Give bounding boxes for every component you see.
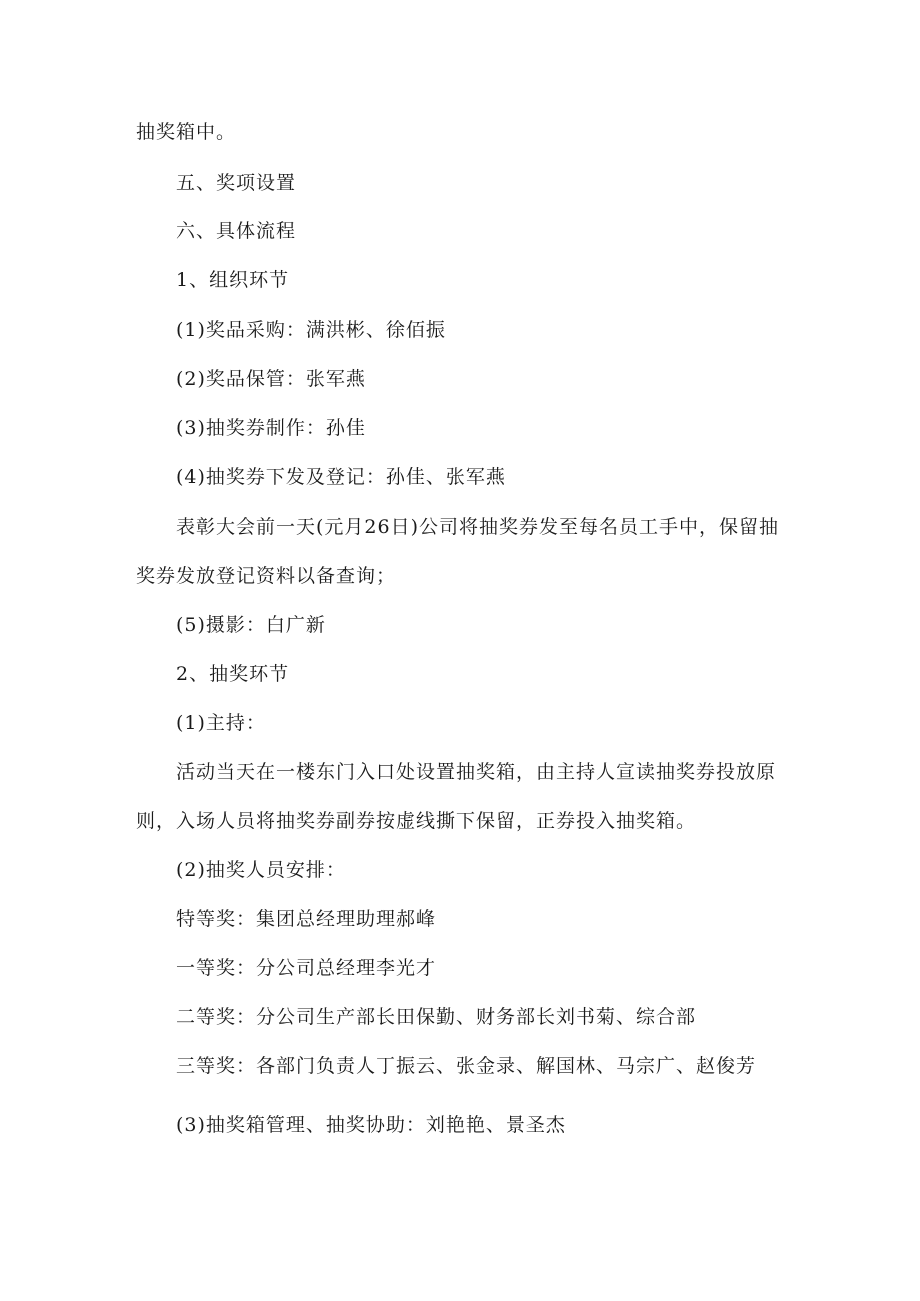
list-item-prize-storage: (2)奖品保管：张军燕	[176, 368, 366, 390]
paragraph-line: 则，入场人员将抽奖券副券按虚线撕下保留，正券投入抽奖箱。	[136, 810, 697, 832]
list-item-ticket-making: (3)抽奖券制作：孙佳	[176, 417, 366, 439]
list-item-ticket-distribution: (4)抽奖券下发及登记：孙佳、张军燕	[176, 466, 506, 488]
paragraph-line: 活动当天在一楼东门入口处设置抽奖箱，由主持人宣读抽奖券投放原	[176, 761, 777, 783]
paragraph-line: 奖券发放登记资料以备查询；	[136, 565, 397, 587]
list-item-staff-arrangement: (2)抽奖人员安排：	[176, 859, 346, 881]
prize-line-second: 二等奖：分公司生产部长田保勤、财务部长刘书菊、综合部	[176, 1006, 697, 1028]
section-heading-process: 六、具体流程	[176, 220, 297, 242]
paragraph-continuation: 抽奖箱中。	[136, 121, 237, 143]
section-heading-awards: 五、奖项设置	[176, 172, 297, 194]
list-item-photography: (5)摄影：白广新	[176, 614, 326, 636]
list-item-host: (1)主持：	[176, 712, 266, 734]
prize-line-special: 特等奖：集团总经理助理郝峰	[176, 908, 437, 930]
list-item-box-management: (3)抽奖箱管理、抽奖协助：刘艳艳、景圣杰	[176, 1114, 566, 1136]
prize-line-first: 一等奖：分公司总经理李光才	[176, 957, 437, 979]
list-item-prize-purchase: (1)奖品采购：满洪彬、徐佰振	[176, 319, 446, 341]
paragraph-line: 表彰大会前一天(元月26日)公司将抽奖券发至每名员工手中，保留抽	[176, 516, 780, 538]
prize-line-third: 三等奖：各部门负责人丁振云、张金录、解国林、马宗广、赵俊芳	[176, 1055, 757, 1077]
subsection-heading-lottery: 2、抽奖环节	[176, 663, 290, 685]
subsection-heading-organization: 1、组织环节	[176, 269, 290, 291]
